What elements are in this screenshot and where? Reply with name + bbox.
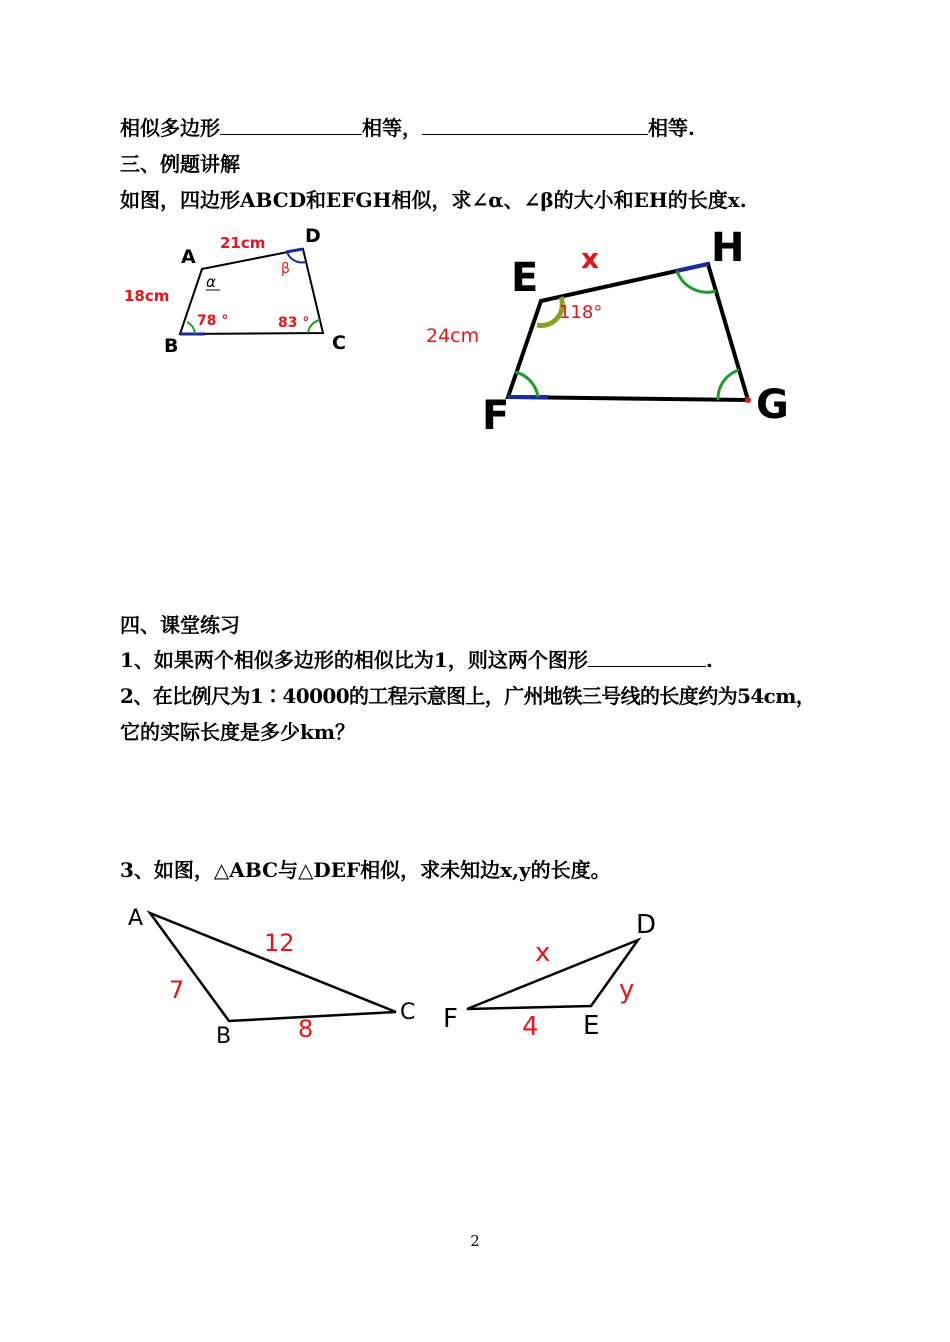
page-number: 2: [470, 1232, 480, 1250]
angle-alpha-label: α: [206, 273, 216, 291]
triangle-def: [467, 940, 638, 1009]
side-ad-length: 21cm: [220, 234, 266, 252]
vertex-a-label: A: [181, 246, 196, 268]
mark-h: [676, 264, 708, 271]
vertex-g-label: G: [756, 382, 789, 428]
vertex-c-label: C: [332, 332, 346, 354]
figure-efgh: [426, 225, 789, 439]
quadrilateral-efgh: [508, 264, 748, 400]
side-ef-length: 24cm: [426, 325, 480, 347]
example-problem: 如图，四边形ABCD和EFGH相似，求∠α、∠β的大小和EH的长度x.: [120, 188, 747, 212]
vertex-h-label: H: [711, 225, 745, 271]
vertex-b-label: B: [164, 335, 179, 357]
angle-e-value: 118°: [559, 302, 603, 323]
question-1-end: .: [705, 648, 713, 672]
statement-part-3: 相等.: [648, 116, 695, 140]
angle-c-value: 83 °: [278, 315, 310, 331]
vertex-b-label-2: B: [216, 1024, 232, 1049]
vertex-e-label: E: [511, 255, 539, 301]
mark-d: [286, 249, 303, 252]
question-2-line-1: 2、在比例尺为1∶40000的工程示意图上，广州地铁三号线的长度约为54cm，: [120, 684, 816, 708]
vertex-f-label: F: [482, 393, 510, 439]
angle-arc-b: [187, 322, 195, 334]
angle-arc-c: [308, 320, 320, 333]
vertex-d-label: D: [305, 225, 321, 247]
section-four-heading: 四、课堂练习: [120, 613, 240, 637]
side-eh-unknown: x: [581, 242, 600, 275]
angle-beta-label: β: [281, 261, 290, 277]
figure-triangle-def: [443, 910, 656, 1042]
side-de-unknown: y: [619, 975, 635, 1005]
vertex-a-label-2: A: [128, 906, 144, 931]
statement-part-1: 相似多边形: [120, 116, 220, 140]
vertex-g-dot: [745, 397, 751, 403]
question-1: [120, 646, 713, 674]
question-1-text: 1、如果两个相似多边形的相似比为1，则这两个图形: [120, 648, 588, 672]
answer-blank-q1[interactable]: [588, 646, 706, 667]
figure-abcd: [124, 225, 346, 357]
vertex-e-label-2: E: [583, 1011, 600, 1041]
figure-triangle-abc: [128, 906, 415, 1049]
angle-arc-f: [515, 372, 538, 397]
side-ab-value: 7: [169, 976, 185, 1004]
angle-b-value: 78 °: [197, 313, 229, 329]
vertex-f-label-2: F: [443, 1004, 458, 1034]
side-bc-value: 8: [298, 1015, 314, 1043]
vertex-c-label-2: C: [400, 1000, 416, 1025]
statement-part-2: 相等，: [362, 116, 422, 140]
angle-arc-g: [718, 370, 739, 400]
side-fd-unknown: x: [535, 938, 551, 968]
side-ab-length: 18cm: [124, 287, 170, 305]
question-2-line-2: 它的实际长度是多少km？: [120, 720, 356, 744]
side-ac-value: 12: [264, 929, 295, 957]
section-three-heading: 三、例题讲解: [120, 152, 240, 176]
vertex-d-label-2: D: [636, 910, 657, 940]
question-3: 3、如图，△ABC与△DEF相似，求未知边x,y的长度。: [120, 858, 611, 882]
side-fe-value: 4: [522, 1012, 539, 1042]
